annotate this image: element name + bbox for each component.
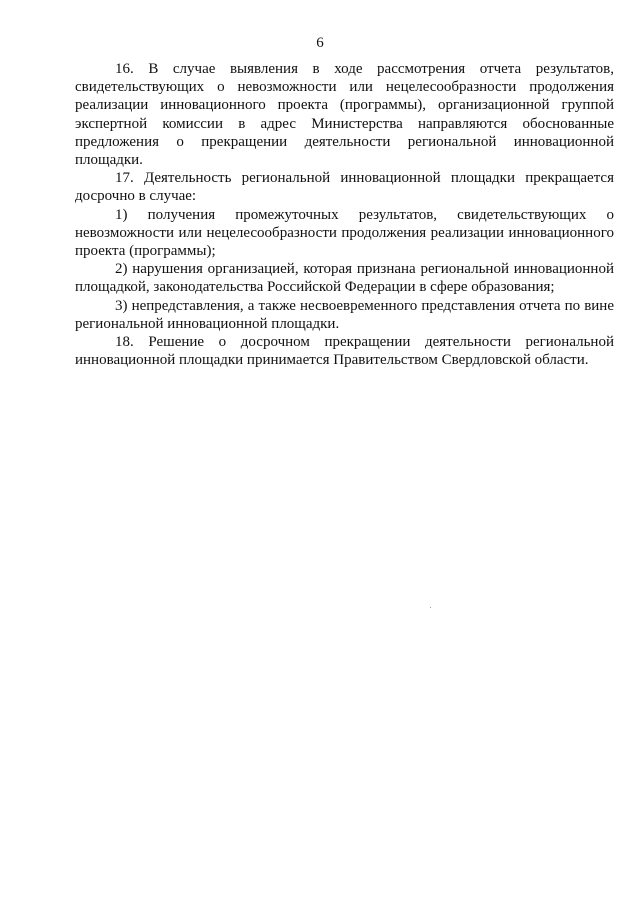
paragraph-17-item-3: 3) непредставления, а также несвоевременного представления отчета по вине региональной инновационной площадки. (75, 297, 614, 332)
paragraph-18: 18. Решение о досрочном прекращении деятельности региональной инновационной площадки принимается Правительством Свердловской области. (75, 334, 614, 369)
paragraph-17-item-1: 1) получения промежуточных результатов, свидетельствующих о невозможности или нецелесообразности продолжения реализации инновационного проекта (программы); (75, 206, 614, 260)
document-body (75, 60, 614, 369)
paragraph-17-item-2: 2) нарушения организацией, которая признана региональной инновационной площадкой, законодательства Российской Федерации в сфере образования; (75, 261, 614, 296)
paragraph-17: 17. Деятельность региональной инновационной площадки прекращается досрочно в случае: (75, 170, 614, 205)
paragraph-16: 16. В случае выявления в ходе рассмотрения отчета результатов, свидетельствующих о невозможности или нецелесообразности продолжения реализации инновационного проекта (программы), организационной группой экспертной комиссии в адрес Министерства направляются обоснованные предложения о прекращении деятельности региональной инновационной площадки. (75, 61, 614, 169)
scan-speck (430, 607, 431, 608)
page-number: 6 (316, 35, 324, 51)
